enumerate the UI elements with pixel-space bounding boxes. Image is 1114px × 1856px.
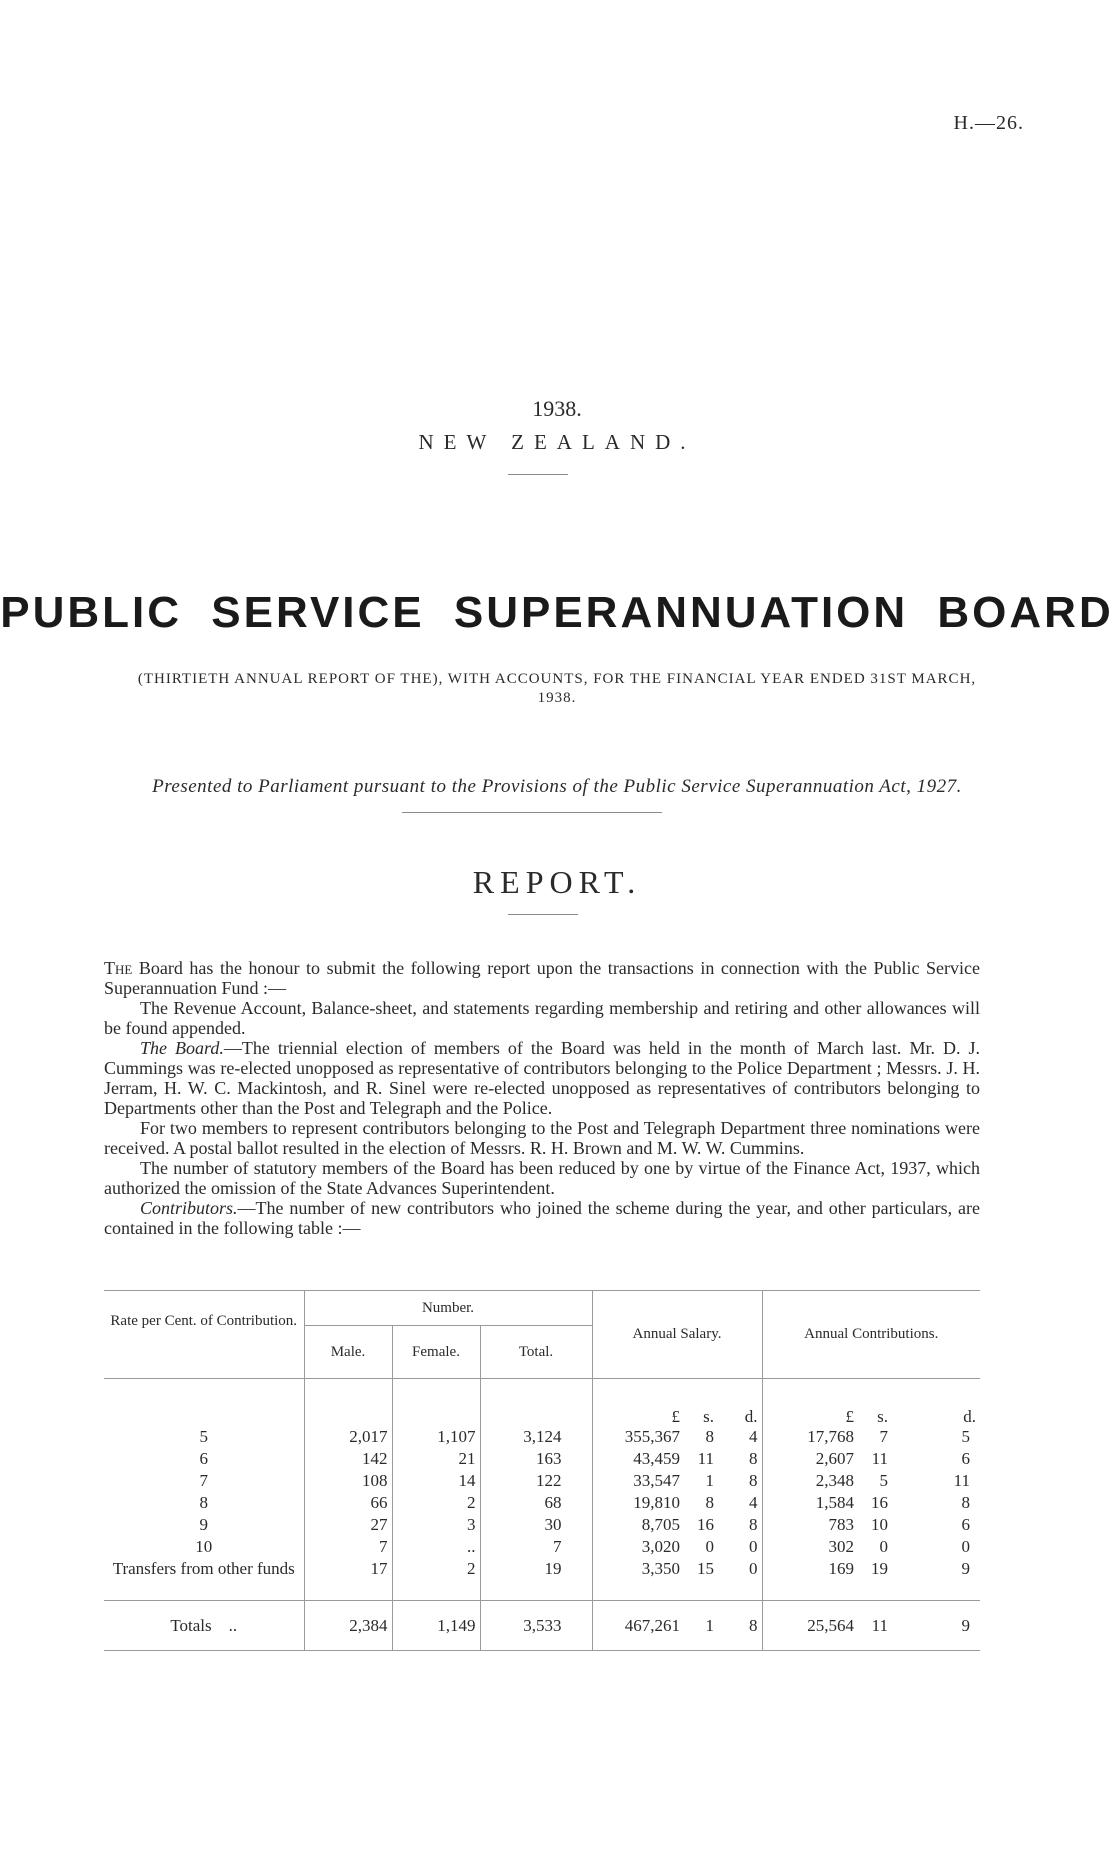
- report-body: [104, 958, 980, 1238]
- pound-unit: £: [762, 1379, 858, 1427]
- salary-shillings-cell: 0: [705, 1536, 714, 1556]
- contrib-pence-cell: 8: [961, 1492, 970, 1512]
- contrib-shillings-cell: 19: [871, 1558, 888, 1578]
- contrib-pounds-cell: 2,607: [762, 1449, 858, 1471]
- totals-salary-pounds: 467,261: [592, 1601, 684, 1651]
- divider: [508, 914, 578, 915]
- salary-pounds-cell: 19,810: [592, 1493, 684, 1515]
- rate-cell: 7: [199, 1470, 208, 1490]
- salary-pounds-cell: 8,705: [592, 1515, 684, 1537]
- total-cell: 19: [480, 1559, 592, 1601]
- report-heading: REPORT.: [472, 864, 642, 900]
- male-cell: 17: [304, 1559, 392, 1601]
- male-cell: 7: [304, 1537, 392, 1559]
- salary-shillings-cell: 8: [705, 1492, 714, 1512]
- male-cell: 2,017: [304, 1427, 392, 1449]
- total-cell: 68: [480, 1493, 592, 1515]
- page-reference: H.—26.: [953, 112, 1024, 134]
- salary-shillings-cell: 16: [697, 1514, 714, 1534]
- salary-pounds-cell: 33,547: [592, 1471, 684, 1493]
- salary-pence-cell: 8: [749, 1470, 758, 1490]
- section-lead: Contributors.: [140, 1198, 238, 1218]
- document-subtitle: (THIRTIETH ANNUAL REPORT OF THE), WITH ACCOUNTS, FOR THE FINANCIAL YEAR ENDED 31ST MARCH, 1938.: [137, 671, 977, 706]
- table-row: [104, 1471, 980, 1493]
- rate-cell: Transfers from other funds: [112, 1558, 295, 1578]
- contrib-pounds-cell: 2,348: [762, 1471, 858, 1493]
- totals-dots: ..: [228, 1615, 238, 1635]
- contrib-pence-cell: 6: [961, 1448, 970, 1468]
- total-cell: 122: [480, 1471, 592, 1493]
- contrib-pence-cell: 6: [961, 1514, 970, 1534]
- total-cell: 30: [480, 1515, 592, 1537]
- rate-cell: 5: [199, 1426, 208, 1446]
- female-cell: 21: [392, 1449, 480, 1471]
- contrib-pence-cell: 9: [961, 1558, 970, 1578]
- contrib-shillings-cell: 16: [871, 1492, 888, 1512]
- paragraph: [104, 1038, 980, 1118]
- salary-column-header: Annual Salary.: [592, 1291, 762, 1379]
- paragraph: For two members to represent contributors belonging to the Post and Telegraph Department three nominations were received. A postal ballot resulted in the election of Messrs. R. H. Brown and M. W. W. Cummins.: [104, 1118, 980, 1158]
- rate-cell: 9: [199, 1514, 208, 1534]
- salary-pounds-cell: 355,367: [592, 1427, 684, 1449]
- number-column-header: Number.: [304, 1291, 592, 1326]
- male-cell: 66: [304, 1493, 392, 1515]
- salary-pence-cell: 0: [749, 1536, 758, 1556]
- totals-salary-shillings: 1: [705, 1615, 714, 1635]
- paragraph: [104, 1198, 980, 1238]
- contrib-pence-cell: 5: [961, 1426, 970, 1446]
- paragraph: [104, 958, 980, 998]
- shilling-unit: s.: [877, 1406, 888, 1426]
- table-row: [104, 1493, 980, 1515]
- contrib-pence-cell: 0: [961, 1536, 970, 1556]
- contrib-pounds-cell: 783: [762, 1515, 858, 1537]
- female-cell: 2: [392, 1493, 480, 1515]
- contrib-pounds-cell: 169: [762, 1559, 858, 1601]
- shilling-unit: s.: [703, 1406, 714, 1426]
- pence-unit: d.: [963, 1406, 976, 1426]
- female-cell: 2: [392, 1559, 480, 1601]
- divider: [508, 474, 568, 475]
- rate-column-header: Rate per Cent. of Contribution.: [104, 1291, 304, 1379]
- salary-pence-cell: 4: [749, 1492, 758, 1512]
- lead-word: The: [104, 958, 133, 978]
- pence-unit: d.: [744, 1406, 758, 1426]
- salary-pence-cell: 8: [749, 1448, 758, 1468]
- totals-female: 1,149: [392, 1601, 480, 1651]
- contrib-pounds-cell: 17,768: [762, 1427, 858, 1449]
- salary-pounds-cell: 3,020: [592, 1537, 684, 1559]
- totals-salary-pence: 8: [749, 1615, 758, 1635]
- female-column-header: Female.: [392, 1326, 480, 1379]
- contrib-shillings-cell: 5: [879, 1470, 888, 1490]
- salary-shillings-cell: 8: [705, 1426, 714, 1446]
- male-cell: 142: [304, 1449, 392, 1471]
- male-cell: 27: [304, 1515, 392, 1537]
- table-row: [104, 1449, 980, 1471]
- female-cell: ..: [392, 1537, 480, 1559]
- table-row: [104, 1537, 980, 1559]
- totals-total: 3,533: [480, 1601, 592, 1651]
- female-cell: 3: [392, 1515, 480, 1537]
- divider: [402, 812, 662, 813]
- salary-pounds-cell: 43,459: [592, 1449, 684, 1471]
- contrib-shillings-cell: 11: [871, 1448, 888, 1468]
- contrib-pounds-cell: 1,584: [762, 1493, 858, 1515]
- salary-pence-cell: 0: [749, 1558, 758, 1578]
- contributions-column-header: Annual Contributions.: [762, 1291, 980, 1379]
- total-cell: 3,124: [480, 1427, 592, 1449]
- male-cell: 108: [304, 1471, 392, 1493]
- total-cell: 7: [480, 1537, 592, 1559]
- female-cell: 14: [392, 1471, 480, 1493]
- salary-shillings-cell: 11: [697, 1448, 714, 1468]
- table-row: [104, 1559, 980, 1601]
- female-cell: 1,107: [392, 1427, 480, 1449]
- totals-contrib-pence: 9: [961, 1615, 970, 1635]
- contrib-shillings-cell: 10: [871, 1514, 888, 1534]
- contrib-pence-cell: 11: [953, 1470, 970, 1490]
- contrib-shillings-cell: 0: [879, 1536, 888, 1556]
- totals-contrib-pounds: 25,564: [762, 1601, 858, 1651]
- salary-pence-cell: 4: [749, 1426, 758, 1446]
- country-name: NEW ZEALAND.: [418, 430, 696, 454]
- contributors-table: [104, 1290, 980, 1651]
- rate-cell: 10: [195, 1536, 213, 1556]
- table-row: [104, 1515, 980, 1537]
- rate-cell: 6: [199, 1448, 208, 1468]
- total-cell: 163: [480, 1449, 592, 1471]
- paragraph-text: —The triennial election of members of the Board was held in the month of March last. Mr. D. J. Cummings was re-elected unopposed as representative of contributors belonging to the Police Department ; Messrs. J. H. Jerram, H. W. C. Mackintosh, and R. Sinel were re-elected unopposed as representatives of contributors belonging to Departments other than the Post and Telegraph and the Police.: [104, 1038, 980, 1118]
- rate-cell: 8: [199, 1492, 208, 1512]
- report-year: 1938.: [532, 396, 582, 421]
- section-lead: The Board.: [140, 1038, 224, 1058]
- total-column-header: Total.: [480, 1326, 592, 1379]
- totals-contrib-shillings: 11: [871, 1615, 888, 1635]
- table-row: [104, 1427, 980, 1449]
- salary-shillings-cell: 15: [697, 1558, 714, 1578]
- presented-note: Presented to Parliament pursuant to the Provisions of the Public Service Superannuation Act, 1927.: [152, 776, 962, 797]
- pound-unit: £: [592, 1379, 684, 1427]
- salary-shillings-cell: 1: [705, 1470, 714, 1490]
- paragraph: The number of statutory members of the Board has been reduced by one by virtue of the Finance Act, 1937, which authorized the omission of the State Advances Superintendent.: [104, 1158, 980, 1198]
- salary-pence-cell: 8: [749, 1514, 758, 1534]
- totals-label: Totals: [170, 1615, 212, 1635]
- contrib-pounds-cell: 302: [762, 1537, 858, 1559]
- male-column-header: Male.: [304, 1326, 392, 1379]
- salary-pounds-cell: 3,350: [592, 1559, 684, 1601]
- paragraph: The Revenue Account, Balance-sheet, and statements regarding membership and retiring and other allowances will be found appended.: [104, 998, 980, 1038]
- contrib-shillings-cell: 7: [879, 1426, 888, 1446]
- totals-male: 2,384: [304, 1601, 392, 1651]
- document-title: PUBLIC SERVICE SUPERANNUATION BOARD: [0, 588, 1114, 637]
- paragraph-text: —The number of new contributors who joined the scheme during the year, and other particulars, are contained in the following table :—: [104, 1198, 980, 1238]
- totals-row: [104, 1601, 980, 1651]
- paragraph-text: Board has the honour to submit the following report upon the transactions in connection with the Public Service Superannuation Fund :—: [104, 958, 980, 998]
